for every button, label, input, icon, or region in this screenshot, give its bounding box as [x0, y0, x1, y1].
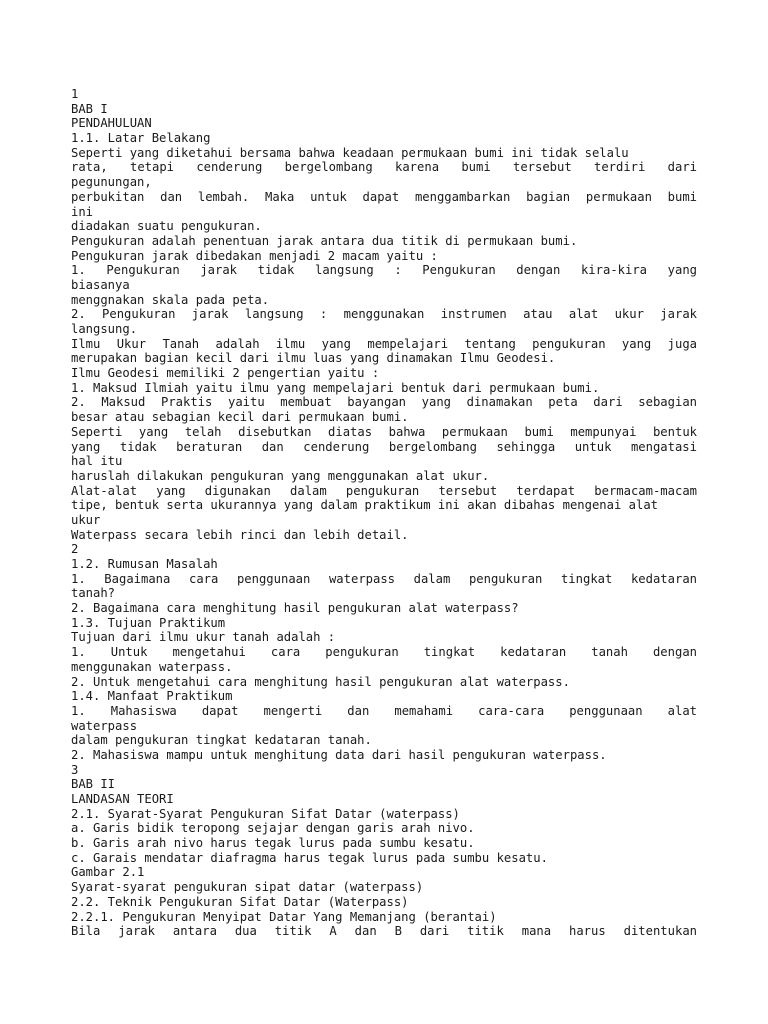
- text-line: 1.3. Tujuan Praktikum: [71, 615, 226, 630]
- text-line: Alat-alat yang digunakan dalam pengukuran tersebut terdapat bermacam-macam: [71, 483, 697, 498]
- text-line: Bila jarak antara dua titik A dan B dari titik mana harus ditentukan: [71, 924, 697, 939]
- text-line: Seperti yang telah disebutkan diatas bahwa permukaan bumi mempunyai bentuk: [71, 424, 697, 439]
- text-line: Seperti yang diketahui bersama bahwa keadaan permukaan bumi ini tidak selalu: [71, 145, 629, 160]
- text-line: 1. Bagaimana cara penggunaan waterpass dalam pengukuran tingkat kedataran: [71, 571, 697, 586]
- text-line: Tujuan dari ilmu ukur tanah adalah :: [71, 630, 336, 645]
- text-line: 1.4. Manfaat Praktikum: [71, 689, 233, 704]
- text-line: 1: [71, 87, 79, 101]
- text-line: waterpass: [71, 718, 138, 733]
- text-line: Pengukuran jarak dibedakan menjadi 2 macam yaitu :: [71, 248, 438, 263]
- text-line: BAB II: [71, 777, 116, 792]
- text-line: 2. Mahasiswa mampu untuk menghitung data dari hasil pengukuran waterpass.: [71, 747, 607, 762]
- text-line: menggunakan waterpass.: [71, 659, 233, 674]
- text-line: Ilmu Geodesi memiliki 2 pengertian yaitu :: [71, 366, 380, 381]
- text-line: 2. Untuk mengetahui cara menghitung hasil pengukuran alat waterpass.: [71, 674, 570, 689]
- text-line: haruslah dilakukan pengukuran yang menggunakan alat ukur.: [71, 468, 490, 483]
- text-line: 3: [71, 762, 79, 777]
- text-line: ini: [71, 204, 94, 219]
- text-line: Waterpass secara lebih rinci dan lebih detail.: [71, 527, 409, 542]
- text-line: 2. Maksud Praktis yaitu membuat bayangan yang dinamakan peta dari sebagian: [71, 395, 697, 410]
- text-line: LANDASAN TEORI: [71, 792, 174, 806]
- text-line: merupakan bagian kecil dari ilmu luas yang dinamakan Ilmu Geodesi.: [71, 351, 556, 366]
- text-line: 1. Untuk mengetahui cara pengukuran tingkat kedataran tanah dengan: [71, 645, 697, 660]
- text-line: 1. Maksud Ilmiah yaitu ilmu yang mempelajari bentuk dari permukaan bumi.: [71, 380, 600, 395]
- text-line: tanah?: [71, 586, 116, 601]
- text-line: Syarat-syarat pengukuran sipat datar (waterpass): [71, 880, 424, 895]
- text-line: 2.2.1. Pengukuran Menyipat Datar Yang Memanjang (berantai): [71, 909, 497, 924]
- text-line: 1. Mahasiswa dapat mengerti dan memahami cara-cara penggunaan alat: [71, 703, 697, 718]
- text-line: a. Garis bidik teropong sejajar dengan garis arah nivo.: [71, 821, 475, 836]
- text-line: ukur: [71, 512, 101, 527]
- text-line: 2: [71, 542, 79, 557]
- text-line: besar atau sebagian kecil dari permukaan bumi.: [71, 410, 409, 425]
- text-line: perbukitan dan lembah. Maka untuk dapat menggambarkan bagian permukaan bumi: [71, 189, 697, 204]
- text-line: langsung.: [71, 322, 138, 336]
- text-line: 1.2. Rumusan Masalah: [71, 557, 218, 571]
- text-line: menggnakan skala pada peta.: [71, 292, 270, 307]
- text-line: b. Garis arah nivo harus tegak lurus pada sumbu kesatu.: [71, 836, 475, 851]
- text-line: biasanya: [71, 277, 130, 292]
- text-line: pegunungan,: [71, 175, 152, 190]
- text-line: c. Garais mendatar diafragma harus tegak lurus pada sumbu kesatu.: [71, 850, 548, 865]
- text-line: BAB I: [71, 101, 108, 116]
- text-line: Pengukuran adalah penentuan jarak antara dua titik di permukaan bumi.: [71, 233, 578, 248]
- text-line: Ilmu Ukur Tanah adalah ilmu yang mempelajari tentang pengukuran yang juga: [71, 336, 697, 351]
- text-line: 1.1. Latar Belakang: [71, 131, 211, 146]
- text-line: PENDAHULUAN: [71, 116, 152, 131]
- text-line: dalam pengukuran tingkat kedataran tanah.: [71, 733, 372, 748]
- document-text: [71, 87, 701, 939]
- text-line: hal itu: [71, 454, 123, 469]
- text-line: yang tidak beraturan dan cenderung bergelombang sehingga untuk mengatasi: [71, 439, 697, 454]
- text-line: rata, tetapi cenderung bergelombang karena bumi tersebut terdiri dari: [71, 160, 697, 175]
- text-line: 2.1. Syarat-Syarat Pengukuran Sifat Datar (waterpass): [71, 806, 460, 821]
- text-line: diadakan suatu pengukuran.: [71, 219, 262, 234]
- text-line: Gambar 2.1: [71, 865, 145, 880]
- text-line: tipe, bentuk serta ukurannya yang dalam praktikum ini akan dibahas mengenai alat: [71, 498, 658, 513]
- text-line: 2. Pengukuran jarak langsung : menggunakan instrumen atau alat ukur jarak: [71, 307, 697, 322]
- text-line: 2. Bagaimana cara menghitung hasil pengukuran alat waterpass?: [71, 601, 519, 616]
- text-line: 2.2. Teknik Pengukuran Sifat Datar (Waterpass): [71, 894, 409, 909]
- text-line: 1. Pengukuran jarak tidak langsung : Pengukuran dengan kira-kira yang: [71, 263, 697, 278]
